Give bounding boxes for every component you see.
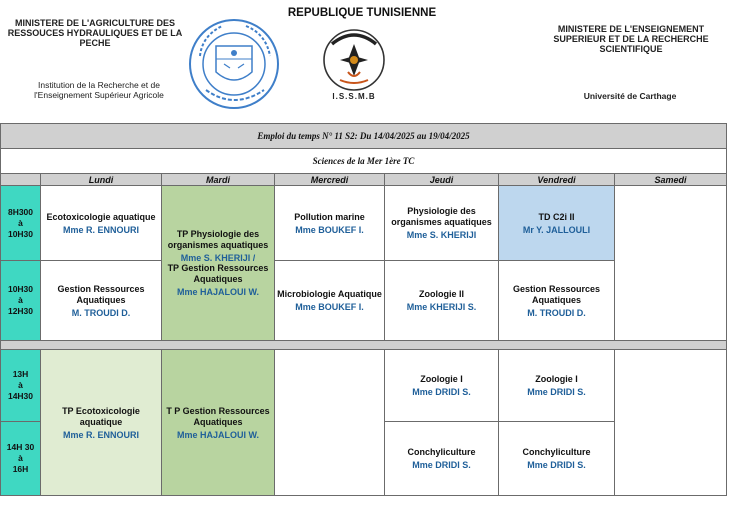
cell-thu-1: Physiologie des organismes aquatiques Mme S. KHERIJI	[385, 186, 499, 261]
cell-sat-pm	[615, 350, 727, 496]
time-slot-1: 8H300 à 10H30	[1, 186, 41, 261]
time-slot-4: 14H 30 à 16H	[1, 422, 41, 496]
left-institution-name: Institution de la Recherche et de l'Enseignement Supérieur Agricole	[34, 80, 164, 100]
cell-mon-pm: TP Ecotoxicologie aquatique Mme R. ENNOURI	[41, 350, 162, 496]
day-header-samedi: Samedi	[615, 174, 727, 186]
day-header-mardi: Mardi	[162, 174, 275, 186]
cell-sat-am	[615, 186, 727, 341]
cell-thu-3: Zoologie I Mme DRIDI S.	[385, 350, 499, 422]
left-ministry-name: MINISTERE DE L'AGRICULTURE DES RESSOUCES HYDRAULIQUES ET DE LA PECHE	[7, 18, 183, 48]
cell-tue-am: TP Physiologie des organismes aquatiques Mme S. KHERIJI / TP Gestion Ressources Aquatiques Mme HAJALOUI W.	[162, 186, 275, 341]
day-header-jeudi: Jeudi	[385, 174, 499, 186]
cell-mon-2: Gestion Ressources Aquatiques M. TROUDI D.	[41, 261, 162, 341]
cell-mon-1: Ecotoxicologie aquatique Mme R. ENNOURI	[41, 186, 162, 261]
time-slot-3: 13H à 14H30	[1, 350, 41, 422]
cell-thu-2: Zoologie II Mme KHERIJI S.	[385, 261, 499, 341]
university-name: Université de Carthage	[583, 91, 677, 101]
schedule-table	[0, 123, 727, 496]
cell-thu-4: Conchyliculture Mme DRIDI S.	[385, 422, 499, 496]
day-header-lundi: Lundi	[41, 174, 162, 186]
schedule-subtitle: Sciences de la Mer 1ère TC	[1, 149, 727, 174]
cell-wed-2: Microbiologie Aquatique Mme BOUKEF I.	[275, 261, 385, 341]
lunch-separator	[1, 341, 727, 350]
schedule-title: Emploi du temps N° 11 S2: Du 14/04/2025 au 19/04/2025	[1, 124, 727, 149]
issmb-logo-label: I.S.S.M.B	[332, 92, 376, 101]
day-header-mercredi: Mercredi	[275, 174, 385, 186]
cell-fri-3: Zoologie I Mme DRIDI S.	[499, 350, 615, 422]
cell-fri-2: Gestion Ressources Aquatiques M. TROUDI D.	[499, 261, 615, 341]
cell-fri-4: Conchyliculture Mme DRIDI S.	[499, 422, 615, 496]
issmb-logo-icon	[318, 22, 390, 102]
day-header-empty	[1, 174, 41, 186]
right-ministry-name: MINISTERE DE L'ENSEIGNEMENT SUPERIEUR ET DE LA RECHERCHE SCIENTIFIQUE	[553, 24, 709, 54]
republic-title: REPUBLIQUE TUNISIENNE	[287, 7, 437, 19]
time-slot-2: 10H30 à 12H30	[1, 261, 41, 341]
cell-fri-1: TD C2i II Mr Y. JALLOULI	[499, 186, 615, 261]
iresa-seal-icon	[186, 16, 282, 112]
day-header-vendredi: Vendredi	[499, 174, 615, 186]
cell-tue-pm: T P Gestion Ressources Aquatiques Mme HAJALOUI W.	[162, 350, 275, 496]
cell-wed-pm	[275, 350, 385, 496]
cell-wed-1: Pollution marine Mme BOUKEF I.	[275, 186, 385, 261]
